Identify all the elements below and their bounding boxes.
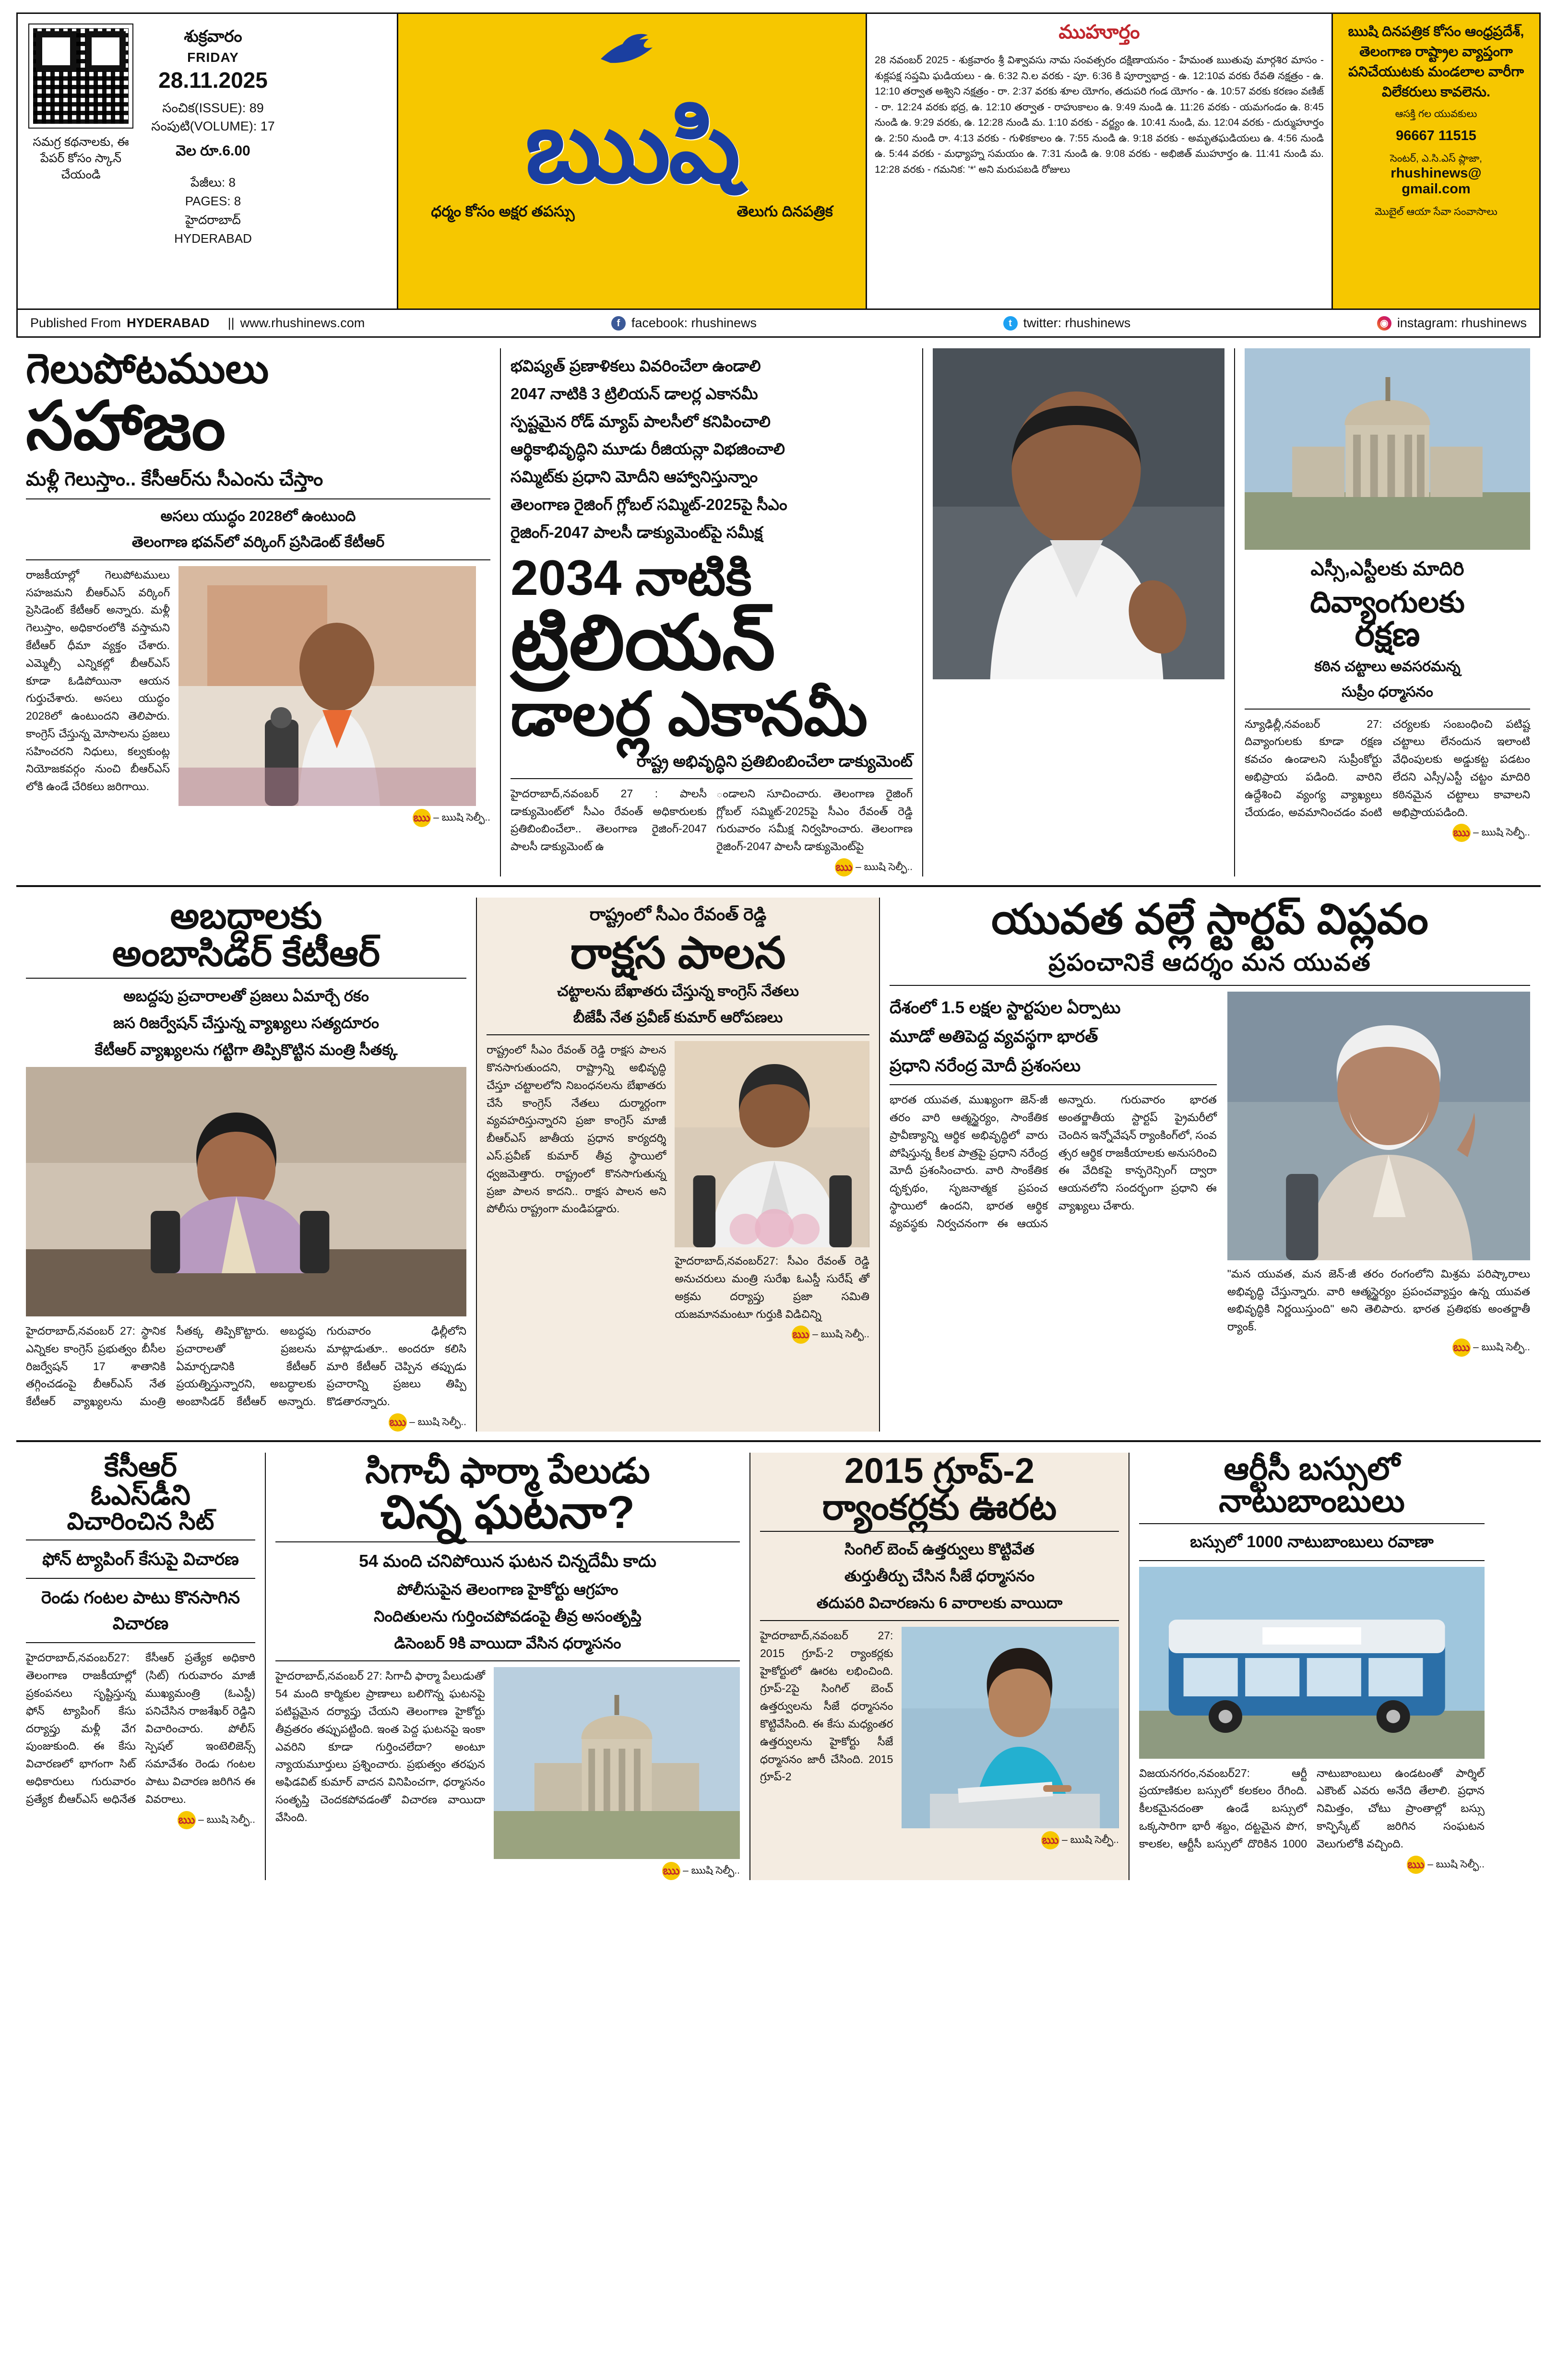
- logo-mini-icon: ఋ: [178, 1811, 196, 1829]
- kcr-subhead-1: ఫోన్ ట్యాపింగ్ కేసుపై విచారణ: [42, 1549, 239, 1569]
- band-top: [16, 338, 1541, 887]
- economy-bullet-4: సమ్మిట్‌కు ప్రధాని మోదీని ఆహ్వానిస్తున్నాం: [511, 468, 758, 485]
- economy-bullet-1: 2047 నాటికి 3 ట్రిలియన్ డాలర్ల ఎకానమీ: [511, 384, 758, 403]
- court-credit: [1245, 824, 1530, 842]
- recruitment-email-1[interactable]: rhushinews@: [1391, 165, 1482, 181]
- group2-subhead-2: తుర్తుతీర్పు చేసిన సీజే ధర్మాసనం: [844, 1567, 1035, 1585]
- kcr-body: హైదరాబాద్,నవంబర్27: తెలంగాణ రాజకీయాల్లో ప్రకంపనలు సృష్టిస్తున్న ఫోన్ ట్యాపింగ్ కేసు దర్యాప్తు మళ్లీ వేగ పుంజుకుంది. ఈ కేసు విచారణలో భాగంగా సిట్ అధికారులు గురువారం ప్రత్యేక బీఆర్ఎస్ అధినేత కేసీఆర్ ప్రత్యేక అధికారి (సిట్) గురువారం మాజీ ముఖ్యమంత్రి (ఓఎస్డీ) పనిచేసిన రాజశేఖర్ రెడ్డిని విచారించారు. పోలీస్ స్పెషల్ ఇంటెలిజెన్స్ సమావేశం రెండు గంటల పాటు విచారణ జరిగిన ఈ వివరాలు.: [26, 1651, 255, 1805]
- ktr-credit-text: – ఋషి సెల్ఫీ..: [433, 812, 490, 823]
- economy-bullet-2: స్పష్టమైన రోడ్ మ్యాప్ పాలసీలో కనిపించాలి: [511, 412, 771, 430]
- court-headline-2: దివ్యాంగులకు: [1310, 586, 1465, 619]
- court-credit-text: – ఋషి సెల్ఫీ..: [1473, 827, 1530, 838]
- tagline-right: తెలుగు దినపత్రిక: [737, 203, 833, 220]
- seethakka-subhead-2: జస రిజర్వేషన్ చేస్తున్న వ్యాఖ్యలు సత్యదూరం: [113, 1014, 379, 1032]
- dove-icon: [596, 30, 668, 76]
- logo-mini-icon: ఋ: [792, 1326, 810, 1344]
- article-ktr-gelupotamulu: [16, 348, 501, 876]
- masthead-date-block: [141, 24, 285, 248]
- rtc-body: విజయనగరం,నవంబర్27: ఆర్టీ ప్రయాణికుల బస్సులో కలకలం రేగింది. కీలకమైనదంతా ఉండే బస్సులో ఒక్కసారిగా భారీ శబ్దం, దట్టమైన పొగ, కాలకల, ఆర్టీసీ బస్సులో దొరికిన 1000 నాటుబాంబులు ఉండటంతో పార్శిల్ ఎకౌంట్ ఎవరు అనేది తేలాలి. ప్రధాన నిమిత్తం, చోటు ప్రాంతాల్లో బస్సు కాన్ఫిస్కేట్ జరిగిన సంఘటన వెలుగులోకి వచ్చింది.: [1139, 1766, 1485, 1850]
- economy-bullet-0: భవిష్యత్ ప్రణాళికలు వివరించేలా ఉండాలి: [511, 357, 761, 375]
- logo-mini-icon: ఋ: [1041, 1831, 1059, 1849]
- masthead: [16, 12, 1541, 310]
- sigachi-headline-1: సిగాచీ ఫార్మా పేలుడు: [365, 1451, 650, 1491]
- article-supreme-court-disability: [1235, 348, 1540, 876]
- group2-credit-text: – ఋషి సెల్ఫీ..: [1062, 1834, 1119, 1846]
- rakshasa-subhead-1: చట్టాలను బేఖాతరు చేస్తున్న కాంగ్రెస్ నేతలు: [557, 983, 799, 1000]
- nav-strip: [16, 310, 1541, 338]
- modi-kicker-2: మూడో అతిపెద్ద వ్యవస్థగా భారత్: [890, 1027, 1098, 1046]
- seethakka-headline-1: అబద్దాలకు: [170, 896, 322, 937]
- praveen-kumar-photo: [675, 1041, 869, 1247]
- group2-credit: [902, 1831, 1119, 1849]
- article-kcr-osd: [16, 1453, 266, 1880]
- seethakka-subhead-1: అబద్దపు ప్రచారాలతో ప్రజలు ఏమార్చే రకం: [123, 987, 369, 1005]
- ktr-photo: [178, 566, 476, 806]
- ktr-kicker-2: తెలంగాణ భవన్‌లో వర్కింగ్ ప్రసిడెంట్ కేటీఆర్: [131, 533, 385, 551]
- seethakka-credit: [26, 1413, 466, 1432]
- pages-english: PAGES: 8: [185, 194, 241, 208]
- recruitment-email-2[interactable]: gmail.com: [1402, 181, 1471, 197]
- logo-mini-icon: ఋ: [662, 1862, 680, 1880]
- rtc-credit: [1139, 1856, 1485, 1874]
- modi-kicker-1: దేశంలో 1.5 లక్షల స్టార్టపుల ఏర్పాటు: [890, 998, 1121, 1017]
- group2-body: హైదరాబాద్,నవంబర్ 27: 2015 గ్రూప్-2 ర్యాంకర్లకు హైకోర్టులో ఊరట లభించింది. గ్రూప్-2పై సింగిల్ బెంచ్ ఉత్తర్వులను సీజే ధర్మాసనం కొట్టివేసింది. ఈ కేసు మధ్యంతర ఉత్తర్వులను హైకోర్టు సీజే ధర్మాసనం జారీ చేసింది. 2015 గ్రూప్-2: [760, 1629, 893, 1783]
- sigachi-headline-2: చిన్న ఘటనా?: [380, 1486, 635, 1538]
- sigachi-subhead-2: పోలీసుపైన తెలంగాణ హైకోర్టు ఆగ్రహం: [397, 1581, 618, 1599]
- rakshasa-credit-text: – ఋషి సెల్ఫీ..: [812, 1329, 869, 1340]
- facebook-link[interactable]: [611, 316, 757, 331]
- paper-logo: ఋషి: [525, 90, 739, 203]
- website-link[interactable]: www.rhushinews.com: [240, 316, 365, 330]
- economy-credit: [511, 858, 913, 876]
- economy-bullets: [511, 352, 913, 546]
- issue-number: సంచిక(ISSUE): 89: [162, 101, 264, 115]
- tagline-left: ధర్మం కోసం అక్షర తపస్సు: [431, 203, 575, 220]
- instagram-link[interactable]: [1377, 316, 1527, 331]
- court-subhead-2: సుప్రీం ధర్మాసనం: [1342, 684, 1433, 700]
- recruitment-note: మొబైల్ ఆయా సేవా సంవాసాలు: [1375, 206, 1498, 217]
- economy-headline-2: ట్రిలియన్: [511, 601, 775, 686]
- student-photo: [902, 1627, 1119, 1828]
- rakshasa-caption: హైదరాబాద్,నవంబర్27: సీఎం రేవంత్ రెడ్డి అనుచరులు మంత్రి సురేఖ ఓఎస్డీ సురేష్ తో అక్రమ దర్యాప్తు ప్రజా సమితి యజమానమంటూ గుర్తుకి విడిచిన్ని: [675, 1255, 869, 1320]
- seethakka-credit-text: – ఋషి సెల్ఫీ..: [409, 1416, 466, 1428]
- economy-bullet-6: రైజింగ్-2047 పాలసీ డాక్యుమెంట్‌పై సమీక్ష: [511, 523, 763, 541]
- logo-mini-icon: ఋ: [389, 1413, 407, 1432]
- price: వెల రూ.6.00: [176, 143, 250, 159]
- sigachi-credit: [494, 1862, 740, 1880]
- seethakka-headline-2: అంబాసిడర్ కేటీఆర్: [112, 933, 380, 974]
- masthead-logo-block: [397, 14, 867, 308]
- kcr-headline-1: కేసీఆర్: [104, 1451, 177, 1483]
- economy-credit-text: – ఋషి సెల్ఫీ..: [856, 861, 913, 873]
- court-body: న్యూఢిల్లీ,నవంబర్ 27: దివ్యాంగులకు కూడా రక్షణ కవచం ఉండాలని సుప్రీంకోర్టు అభిప్రాయ పడింది. వారిని ఉద్దేశించి వ్యంగ్య వ్యాఖ్యలు చేయడం, అవమానించడం వంటి చర్యలకు సంబంధించి పటిష్ట చట్టాలు లేనందున ఇలాంటి వేధింపులకు అడ్డుకట్ట పడటం లేదని ఎస్సీ/ఎస్టీ చట్టం మాదిరి కఠినమైన చట్టాలు కావాలని అభిప్రాయపడింది.: [1245, 717, 1530, 818]
- facebook-handle: facebook: rhushinews: [631, 316, 757, 330]
- rtc-subhead-1: బస్సులో 1000 నాటుబాంబులు రవాణా: [1190, 1532, 1434, 1551]
- day-telugu: శుక్రవారం: [184, 27, 242, 46]
- twitter-link[interactable]: [1003, 316, 1131, 331]
- kcr-credit: [26, 1811, 255, 1829]
- supreme-court-photo: [1245, 348, 1530, 550]
- article-rakshasa-palana: [477, 898, 880, 1432]
- ktr-kicker-1: అసలు యుద్ధం 2028లో ఉంటుంది: [160, 507, 356, 524]
- economy-subhead: రాష్ట్ర అభివృద్ధిని ప్రతిబింబించేలా డాక్యుమెంట్: [636, 752, 913, 770]
- group2-headline-2: ర్యాంకర్లకు ఊరట: [822, 1487, 1057, 1527]
- modi-kicker-3: ప్రధాని నరేంద్ర మోదీ ప్రశంసలు: [890, 1056, 1081, 1075]
- sigachi-subhead-4: డిసెంబర్ 9కి వాయిదా వేసిన ధర్మాసనం: [394, 1634, 621, 1652]
- logo-mini-icon: ఋ: [1452, 824, 1471, 842]
- seethakka-subhead-3: కేటీఆర్ వ్యాఖ్యలను గట్టిగా తిప్పికొట్టిన మంత్రి సీతక్క: [95, 1041, 398, 1059]
- modi-credit: [1227, 1338, 1530, 1357]
- recruitment-ad: [1333, 14, 1539, 308]
- article-economy-lead: [501, 348, 923, 876]
- volume-number: సంపుటి(VOLUME): 17: [151, 119, 275, 133]
- kcr-headline-3: విచారించిన సిట్: [67, 1508, 214, 1535]
- court-headline-3: రక్షణ: [1355, 616, 1420, 653]
- modi-credit-text: – ఋషి సెల్ఫీ..: [1473, 1341, 1530, 1353]
- muhurtham-title: ముహూర్తం: [1058, 22, 1140, 43]
- economy-bullet-3: ఆర్థికాభివృద్ధిని మూడు రీజియన్లా విభజించాలి: [511, 440, 785, 458]
- masthead-left: [18, 14, 397, 308]
- kcr-headline-2: ఓఎస్‌డీని: [91, 1480, 190, 1511]
- qr-code-icon[interactable]: [29, 24, 132, 128]
- logo-mini-icon: ఋ: [835, 858, 853, 876]
- rtc-bus-photo: [1139, 1567, 1485, 1759]
- qr-caption: సమగ్ర కథనాలకు, ఈ పేపర్ కోసం స్కాన్ చేయండి: [33, 135, 129, 181]
- logo-mini-icon: ఋ: [1407, 1856, 1425, 1874]
- sigachi-subhead-1: 54 మంది చనిపోయిన ఘటన చిన్నదేమీ కాదు: [359, 1551, 656, 1571]
- sigachi-credit-text: – ఋషి సెల్ఫీ..: [683, 1865, 740, 1876]
- twitter-icon: t: [1003, 316, 1018, 331]
- economy-headline-3: డాలర్ల ఎకానమీ: [511, 680, 868, 748]
- group2-subhead-3: తదుపరి విచారణను 6 వారాలకు వాయిదా: [816, 1594, 1063, 1611]
- recruitment-text: ఋషి దినపత్రిక కోసం ఆంధ్రప్రదేశ్, తెలంగాణ రాష్ట్రాల వ్యాప్తంగా పనిచేయుటకు మండలాల వారీగా విలేకరులు కావలెను.: [1348, 24, 1524, 100]
- revanth-photo-block: [923, 348, 1235, 876]
- muhurtham-body: 28 నవంబర్ 2025 - శుక్రవారం శ్రీ విశ్వావసు నామ సంవత్సరం దక్షిణాయనం - హేమంత ఋతువు మార్గశిర మాసం - శుక్లపక్ష సప్తమి ఘడియలు - ఉ. 6:32 ని.ల వరకు - పూ. 6:36 కి పూర్వాభాద్ర - ఉ. 12:10వ వరకు రేవతి నక్షత్రం - ఉ. 12:10 తర్వాత అశ్విని నక్షత్రం - రా. 2:37 వరకు శూల యోగం, తదుపరి గండ యోగం - ఉ. 10:57 వరకు కరణం వణిజ్ - రా. 12:24 వరకు భద్ర, ఉ. 12:10 తర్వాత - రాహుకాలం ఉ. 9:49 నుండి ఉ. 11:26 వరకు - యమగండం ఉ. 8:45 నుండి ఉ. 9:29 వరకు, ఉ. 12:28 నుండి మ. 1:10 వరకు - వర్జ్యం ఉ. 10:41 నుండి, మ. 12:04 వరకు - దుర్ముహూర్తం ఉ. 2:50 నుండి రా. 4:13 వరకు - గుళికకాలం ఉ. 7:55 నుండి ఉ. 9:18 వరకు - అమృతఘడియలు ఉ. 4:56 నుండి ఉ. 5:44 వరకు - మధ్యాహ్న సమయం ఉ. 7:31 నుండి ఉ. 9:08 వరకు - అభిజిత్ ముహూర్తం ఉ. 11:41 నుండి మ. 12:28 వరకు - గమనిక: '*' అని మరుపబడి రోజులు: [875, 55, 1324, 175]
- rtc-credit-text: – ఋషి సెల్ఫీ..: [1427, 1859, 1485, 1870]
- modi-body-1: భారత యువత, ముఖ్యంగా జెన్-జీ తరం వారి ఆత్మస్థైర్యం, సాంకేతిక ప్రావీణ్యాన్ని ఆర్థిక అభివృద్ధిలో వారు పోషిస్తున్న కీలక పాత్రపై ప్రధాని నరేంద్ర మోదీ ప్రశంసించారు. వారి సాంకేతిక దృక్పథం, సృజనాత్మక ప్రపంచ స్థాయిలో ఉందని, భారత ఆర్థిక వ్యవస్థకు నిర్వచనంగా ఈ ఆయన అన్నారు. గురువారం భారత అంతర్జాతీయ స్టార్టప్ ప్రైమరీలో చెందిన ఇన్నోవేషన్ ర్యాంకింగ్‌లో, సంవ త్సర ఆర్థిక రాజకీయాలకు అనుసరించి ఈ వేదికపై కాన్ఫరెన్సింగ్ ద్వారా ఆయనలోని సందర్భంగా ప్రధాని ఈ వ్యాఖ్యలు చేశారు.: [890, 1093, 1217, 1230]
- recruitment-address: సెంటర్, ఎ.సి.ఎస్ ప్లాజా,: [1390, 153, 1483, 164]
- recruitment-phone-label: ఆసక్తి గల యువకులు: [1395, 108, 1477, 120]
- group2-subhead-1: సింగిల్ బెంచ్ ఉత్తర్వులు కొట్టివేత: [844, 1540, 1034, 1558]
- issue-date: 28.11.2025: [158, 68, 268, 93]
- ktr-headline-1: గెలుపోటములు: [26, 346, 269, 392]
- rakshasa-kicker: రాష్ట్రంలో సీఎం రేవంత్ రెడ్డి: [589, 904, 767, 924]
- high-court-photo: [494, 1667, 740, 1859]
- rtc-headline-1: ఆర్టీసీ బస్సులో: [1224, 1451, 1400, 1487]
- logo-mini-icon: ఋ: [413, 809, 431, 827]
- revanth-photo: [933, 348, 1224, 679]
- article-group2: [750, 1453, 1129, 1880]
- city-telugu: హైదరాబాద్: [185, 213, 241, 227]
- band-middle: [16, 887, 1541, 1442]
- article-modi-startup: [880, 895, 1540, 1432]
- city-english: HYDERABAD: [174, 231, 252, 246]
- ktr-headline-2: సహాజం: [26, 388, 226, 463]
- published-from: Published From HYDERABAD || www.rhushinews.com: [30, 316, 365, 330]
- kcr-subhead-2: రెండు గంటల పాటు కొనసాగిన విచారణ: [41, 1587, 240, 1634]
- sigachi-subhead-3: నిందితులను గుర్తించపోవడంపై తీవ్ర అసంతృప్తి: [374, 1608, 642, 1625]
- facebook-icon: f: [611, 316, 626, 331]
- instagram-icon: ◉: [1377, 316, 1391, 331]
- ktr-body: రాజకీయాల్లో గెలుపోటములు సహజమని బీఆర్ఎస్ వర్కింగ్ ప్రెసిడెంట్ కేటీఆర్ అన్నారు. మళ్లీ గెలుస్తాం, అధికారంలోకి వస్తామని కేటీఆర్ ధీమా వ్యక్తం చేశారు. ఎమ్మెల్సీ ఎన్నికల్లో బీఆర్ఎస్ కూడా ఓడిపోయినా ఆయన గుర్తుచేశారు. అసలు యుద్ధం 2028లో ఉంటుందని తెలిపారు. కాంగ్రెస్ చేస్తున్న మోసాలను ప్రజలు సహించరని నిధులు, కల్వకుంట్ల నియోజకవర్గం నుంచి బీఆర్ఎస్ లోకి ఉండే చేరికలు జరిగాయి.: [26, 568, 170, 793]
- article-seethakka: [16, 898, 477, 1432]
- seethakka-body: హైదరాబాద్,నవంబర్ 27: స్థానిక ఎన్నికల కాంగ్రెస్ ప్రభుత్వం బీసీల రిజర్వేషన్ 17 శాతానికి తగ్గించడంపై బీఆర్ఎస్ నేత కేటీఆర్ వ్యాఖ్యలను మంత్రి సీతక్క తిప్పికొట్టారు. అబద్ధపు ప్రచారాలతో ప్రజలను ఏమార్చడానికి కేటీఆర్ ప్రయత్నిస్తున్నారని, అబద్ధాలకు అంబాసిడర్ కేటీఆర్ అన్నారు. గురువారం ఢిల్లీలోని మాట్లాడుతూ.. అందరూ కలిసి మారి కేటీఆర్ చెప్పిన తప్పుడు ప్రచారాన్ని ప్రజలు తిప్పి కొడతారన్నారు.: [26, 1325, 466, 1408]
- article-sigachi-blast: [266, 1453, 750, 1880]
- group2-headline-1: 2015 గ్రూప్-2: [844, 1451, 1035, 1491]
- economy-body-1: హైదరాబాద్,నవంబర్ 27 : పాలసీ డాక్యుమెంట్‌లో సీఎం రేవంత్ అధికారులకు ప్రతిబింబించేలా.. తెలంగాణ రైజింగ్-2047 పాలసీ డాక్యుమెంట్ ఉ: [511, 787, 707, 853]
- recruitment-phone: 96667 11515: [1396, 128, 1476, 143]
- rakshasa-body: రాష్ట్రంలో సీఎం రేవంత్ రెడ్డి రాక్షస పాలన కొనసాగుతుందని, రాష్ట్రాన్ని అభివృద్ధి చేస్తూ చట్టాలలోని నిబంధనలను బేఖాతరు చేసే కాంగ్రెస్ నేతలు దుర్మార్గంగా వ్యవహరిస్తున్నారని ప్రజా కాంగ్రెస్ మాజీ బీఆర్ఎస్ జాతీయ ప్రధాన కార్యదర్శి ఎస్.ప్రవీణ్ కుమార్ తీవ్ర స్థాయిలో ధ్వజమెత్తారు. రాష్ట్రంలో కొనసాగుతున్న ప్రజా పాలన కాదని.. రాక్షస పాలన అని పోలీసు రాష్ట్రంగా మండిపడ్డారు.: [487, 1043, 666, 1215]
- instagram-handle: instagram: rhushinews: [1397, 316, 1527, 330]
- economy-bullet-5: తెలంగాణ రైజింగ్ గ్లోబల్ సమ్మిట్-2025పై సీఎం: [511, 495, 787, 513]
- modi-body-2: "మన యువత, మన జెన్-జీ తరం రంగంలోని మిశ్రమ పరిష్కారాలు అభివృద్ధి చేస్తున్నారు. వారి ఆత్మస్థైర్యం ప్రపంచవ్యాప్తం ఉన్న యువత అభివృద్ధికి నిర్ణయిస్తుంది" అని తెలిపారు. భారత ప్రతిభకు అంతర్జాతీ ర్యాంక్.: [1227, 1267, 1530, 1333]
- twitter-handle: twitter: rhushinews: [1023, 316, 1131, 330]
- band-bottom: [16, 1442, 1541, 1889]
- muhurtham-panel: [867, 14, 1333, 308]
- rakshasa-credit: [675, 1326, 869, 1344]
- published-label: Published From: [30, 316, 121, 330]
- sigachi-body: హైదరాబాద్,నవంబర్ 27: సిగాచీ ఫార్మా పేలుడుతో 54 మంది కార్మికుల ప్రాణాలు బలిగొన్న ఘటనపై పటిష్టమైన దర్యాప్తు చేయని తెలంగాణ హైకోర్టు తీవ్రతరం తప్పుపట్టింది. ఇంత పెద్ద ఘటనపై ఇంకా ఎవరిని కూడా గుర్తించలేదా? అంటూ న్యాయమూర్తులు ప్రశ్నించారు. ప్రభుత్వం తరఫున అఫిడవిట్ కుమార్ వాదన వినిపించగా, ధర్మాసనం సంతృప్తి చెందకపోవడంతో విచారణ వాయిదా వేసింది.: [275, 1670, 485, 1823]
- court-subhead-1: కఠిన చట్టాలు అవసరమన్న: [1314, 658, 1461, 675]
- day-english: FRIDAY: [187, 50, 239, 65]
- rakshasa-subhead-2: బీజేపీ నేత ప్రవీణ్ కుమార్ ఆరోపణలు: [573, 1008, 783, 1026]
- seethakka-photo: [26, 1067, 466, 1316]
- ktr-credit: [26, 809, 490, 827]
- economy-body-2: ండాలని సూచించారు. తెలంగాణ రైజింగ్ గ్లోబల్ సమ్మిట్-2025పై సీఎం రేవంత్ రెడ్డి గురువారం సమీక్ష నిర్వహించారు. తెలంగాణ రైజింగ్-2047 పాలసీ డాక్యుమెంట్‌పై: [716, 787, 913, 853]
- pages-telugu: పేజీలు: 8: [190, 175, 236, 189]
- modi-headline-2: ప్రపంచానికే ఆదర్శం మన యువత: [1048, 948, 1371, 976]
- published-city: HYDERABAD: [127, 316, 210, 330]
- article-rtc-bus: [1129, 1453, 1494, 1880]
- kcr-credit-text: – ఋషి సెల్ఫీ..: [198, 1814, 255, 1825]
- logo-mini-icon: ఋ: [1452, 1338, 1471, 1357]
- modi-photo: [1227, 992, 1530, 1260]
- economy-headline-1: 2034 నాటికి: [511, 550, 752, 606]
- masthead-right: [867, 14, 1539, 308]
- ktr-subhead: మళ్లీ గెలుస్తాం.. కేసీఆర్‌ను సీఎంను చేస్తాం: [26, 468, 323, 490]
- modi-headline-1: యువత వల్లే స్టార్టప్ విప్లవం: [991, 895, 1428, 943]
- rtc-headline-2: నాటుబాంబులు: [1219, 1483, 1405, 1519]
- court-headline-1: ఎస్సీ,ఎస్టీలకు మాదిరి: [1310, 558, 1464, 580]
- rakshasa-headline: రాక్షస పాలన: [570, 929, 786, 978]
